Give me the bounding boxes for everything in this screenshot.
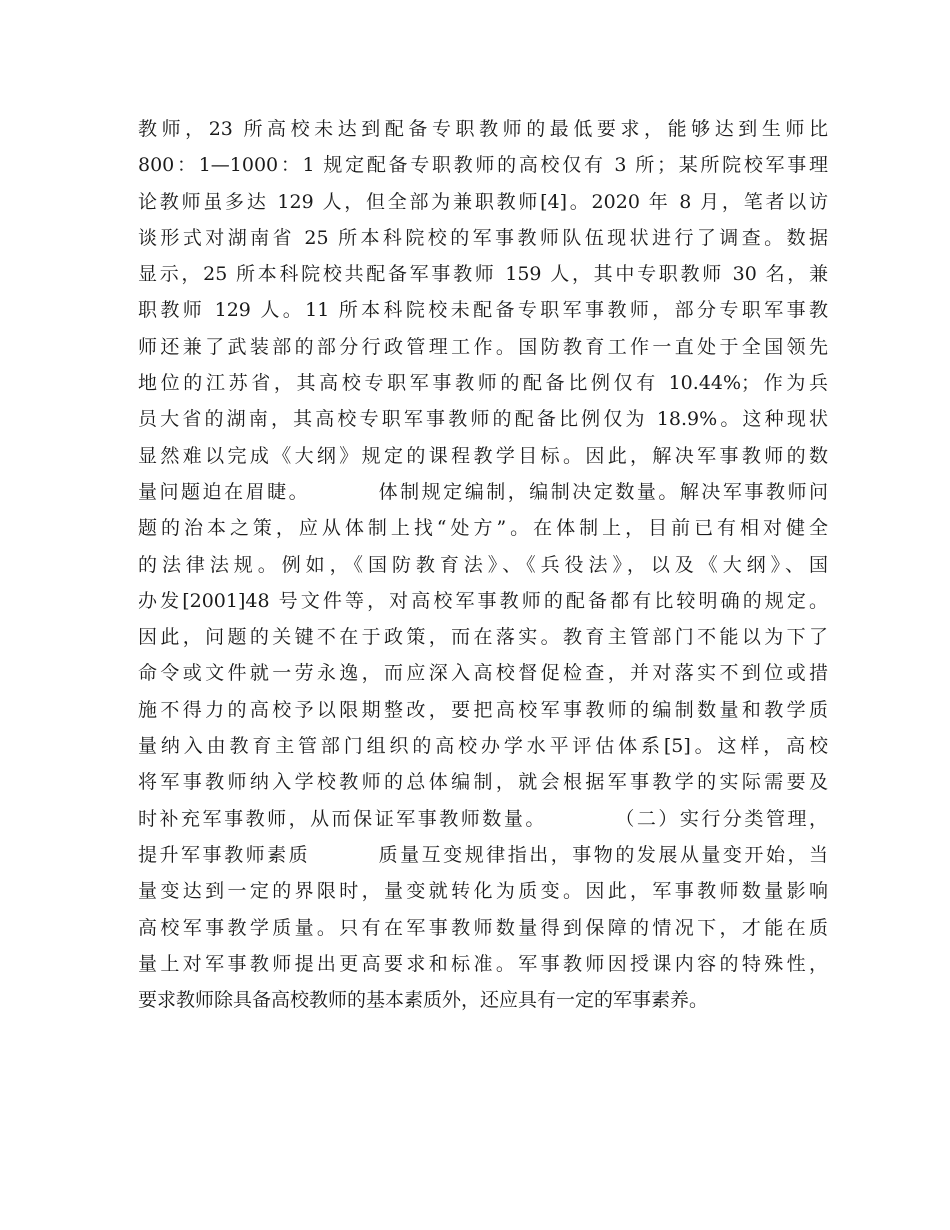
text-line: 职教师 129 人。11 所本科院校未配备专职军事教师，部分专职军事教 [138, 299, 828, 322]
text-line: 命令或文件就一劳永逸，而应深入高校督促检查，并对落实不到位或措 [138, 662, 828, 685]
body-paragraph [138, 111, 828, 1018]
text-line: 教师，23 所高校未达到配备专职教师的最低要求，能够达到生师比 [138, 118, 828, 140]
text-line: 师还兼了武装部的部分行政管理工作。国防教育工作一直处于全国领先 [138, 335, 828, 358]
text-line: 题的治本之策，应从体制上找“处方”。在体制上，目前已有相对健全 [138, 517, 828, 540]
text-line: 显然难以完成《大纲》规定的课程教学目标。因此，解决军事教师的数 [138, 444, 828, 467]
text-line: 量上对军事教师提出更高要求和标准。军事教师因授课内容的特殊性， [138, 952, 828, 975]
text-line: 时补充军事教师，从而保证军事教师数量。 （二）实行分类管理， [138, 807, 828, 830]
text-line: 量变达到一定的界限时，量变就转化为质变。因此，军事教师数量影响 [138, 880, 828, 903]
text-line: 论教师虽多达 129 人，但全部为兼职教师[4]。2020 年 8 月，笔者以访 [138, 190, 828, 213]
text-line: 800：1—1000：1 规定配备专职教师的高校仅有 3 所；某所院校军事理 [138, 154, 828, 177]
text-line: 因此，问题的关键不在于政策，而在落实。教育主管部门不能以为下了 [138, 626, 828, 649]
text-line: 员大省的湖南，其高校专职军事教师的配备比例仅为 18.9%。这种现状 [138, 408, 828, 431]
text-line: 的法律法规。例如，《国防教育法》、《兵役法》，以及《大纲》、国 [138, 553, 828, 576]
text-line: 显示，25 所本科院校共配备军事教师 159 人，其中专职教师 30 名，兼 [138, 263, 828, 286]
text-line: 量问题迫在眉睫。 体制规定编制，编制决定数量。解决军事教师问 [138, 480, 828, 503]
text-line: 要求教师除具备高校教师的基本素质外，还应具有一定的军事素养。 [138, 989, 709, 1012]
text-line: 谈形式对湖南省 25 所本科院校的军事教师队伍现状进行了调查。数据 [138, 226, 828, 249]
text-line: 高校军事教学质量。只有在军事教师数量得到保障的情况下，才能在质 [138, 916, 828, 939]
text-line: 将军事教师纳入学校教师的总体编制，就会根据军事教学的实际需要及 [138, 771, 828, 794]
text-line: 提升军事教师素质 质量互变规律指出，事物的发展从量变开始，当 [138, 843, 828, 866]
text-line: 量纳入由教育主管部门组织的高校办学水平评估体系[5]。这样，高校 [138, 735, 828, 758]
text-line: 地位的江苏省，其高校专职军事教师的配备比例仅有 10.44%；作为兵 [138, 372, 828, 395]
text-line: 办发[2001]48 号文件等，对高校军事教师的配备都有比较明确的规定。 [138, 589, 828, 612]
text-line: 施不得力的高校予以限期整改，要把高校军事教师的编制数量和教学质 [138, 698, 828, 721]
